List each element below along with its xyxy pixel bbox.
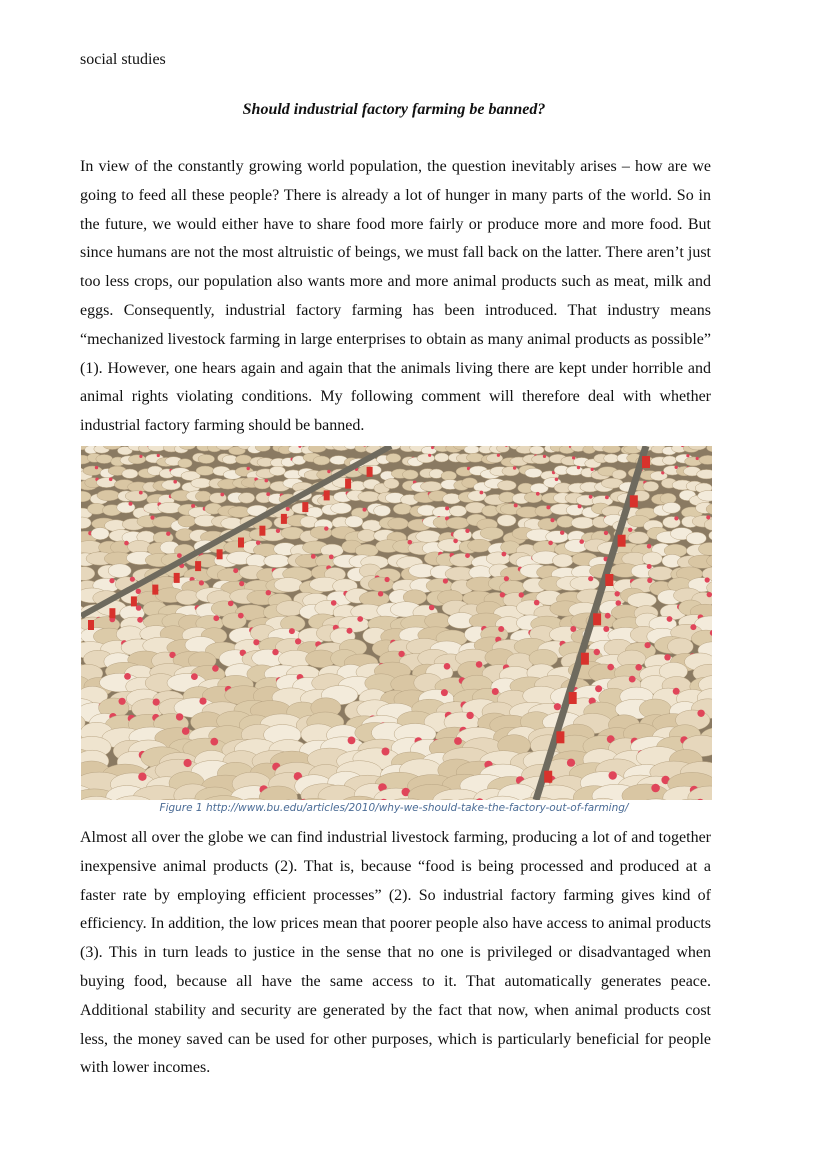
paragraph-arguments: Almost all over the globe we can find industrial livestock farming, producing a lot of and together inexpensive animal products (2). That is, because “food is being processed and produced at a faster rate by employing efficient processes” (2). So industrial factory farming gives kind of efficiency. In addition, the low prices mean that poorer people also have access to animal products (3). This in turn leads to justice in the sense that no one is privileged or disadvantaged when buying food, because all have the same access to it. That automatically generates peace. Additional stability and security are generated by the fact that now, when animal products cost less, the money saved can be used for other purposes, which is particularly beneficial for people with lower incomes. (80, 829, 711, 1077)
paragraph-intro: In view of the constantly growing world population, the question inevitably arises – how are we going to feed all these people? There is already a lot of hunger in many parts of the world. So in the future, we would either have to share food more fairly or produce more and more food. But since humans are not the most altruistic of beings, we must fall back on the latter. There aren’t just too less crops, our population also wants more and more animal products such as meat, milk and eggs. Consequently, industrial factory farming has been introduced. That industry means “mechanized livestock farming in large enterprises to obtain as many animal products as possible” (1). However, one hears again and again that the animals living there are kept under horrible and animal rights violating conditions. My following comment will therefore deal with whether industrial factory farming should be banned. (80, 158, 711, 435)
document-title: Should industrial factory farming be banned? (242, 101, 546, 118)
figure-caption: Figure 1 http://www.bu.edu/articles/2010/why-we-should-take-the-factory-out-of-farming/ (159, 802, 629, 814)
subject-label: social studies (80, 51, 166, 68)
chicken-farm-illustration (81, 446, 712, 800)
figure-chicken-farm-photo (81, 446, 712, 800)
